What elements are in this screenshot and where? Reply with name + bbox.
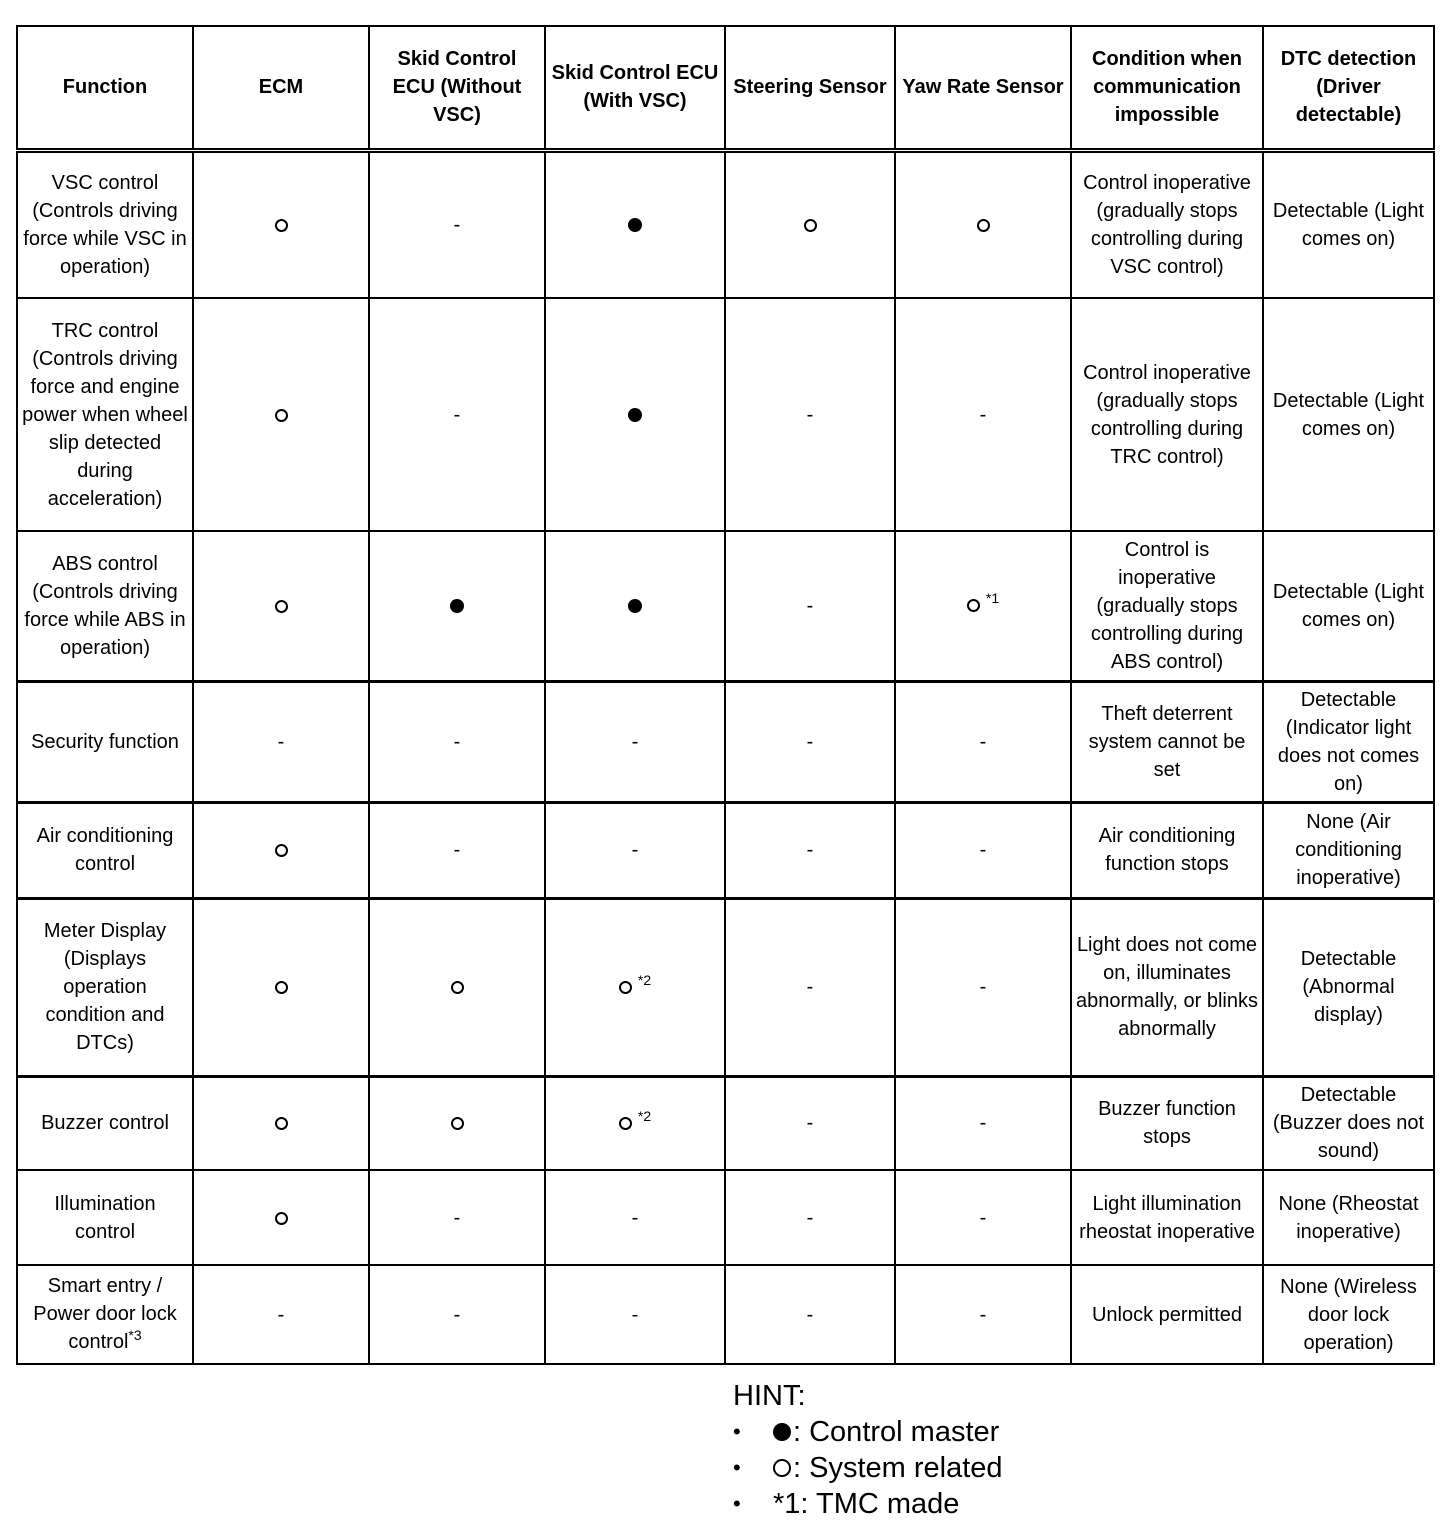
- cell-dtc: [1263, 802, 1434, 898]
- cell-dtc: [1263, 531, 1434, 681]
- hint-tmc-text: *1: TMC made: [773, 1488, 960, 1520]
- table-row: [17, 681, 1434, 802]
- dash-value: -: [453, 839, 461, 861]
- dtc-text: Detectable (Light comes on): [1272, 580, 1425, 631]
- open-circle-icon: [275, 1117, 288, 1130]
- dash-value: -: [631, 839, 639, 861]
- hint-control-master-text: : Control master: [793, 1416, 1000, 1448]
- cell-condition: [1071, 1265, 1263, 1364]
- dash-value: -: [979, 976, 987, 998]
- cell-condition: [1071, 898, 1263, 1076]
- cell-condition: [1071, 298, 1263, 531]
- dash-value: -: [979, 1206, 987, 1229]
- condition-text: Control inoperative (gradually stops controlling during VSC control): [1083, 171, 1251, 278]
- cell-skid-with-vsc: [545, 1265, 725, 1364]
- footnote-marker: *1: [985, 590, 1000, 607]
- cell-condition: [1071, 1170, 1263, 1265]
- cell-skid-with-vsc: [545, 1076, 725, 1170]
- open-circle-icon: [275, 409, 288, 422]
- cell-yaw: [895, 1265, 1071, 1364]
- header-function: Function: [17, 26, 193, 150]
- cell-ecm: [193, 150, 369, 298]
- open-circle-icon: [451, 1117, 464, 1130]
- dash-value: -: [453, 1303, 461, 1326]
- function-text: Meter Display (Displays operation condition and DTCs): [43, 920, 167, 1054]
- function-text: Buzzer control: [41, 1112, 169, 1135]
- condition-text: Light does not come on, illuminates abnormally, or blinks abnormally: [1076, 934, 1258, 1040]
- cell-condition: [1071, 531, 1263, 681]
- table-row: [17, 298, 1434, 531]
- cell-skid-without-vsc: [369, 898, 545, 1076]
- cell-skid-without-vsc: [369, 1076, 545, 1170]
- cell-ecm: [193, 298, 369, 531]
- cell-yaw: [895, 898, 1071, 1076]
- dash-value: -: [806, 1303, 814, 1326]
- header-skid-with-vsc: Skid Control ECU (With VSC): [545, 26, 725, 150]
- dtc-text: None (Wireless door lock operation): [1280, 1275, 1417, 1354]
- function-table: [16, 25, 1435, 1365]
- dtc-text: Detectable (Indicator light does not comes on): [1277, 688, 1420, 795]
- hint-item-control-master: [733, 1414, 1003, 1450]
- table-row: [17, 1170, 1434, 1265]
- filled-circle-icon: [628, 408, 642, 422]
- cell-steering: [725, 531, 895, 681]
- cell-dtc: [1263, 898, 1434, 1076]
- open-circle-icon: [967, 599, 980, 612]
- cell-dtc: [1263, 681, 1434, 802]
- footnote-marker: *2: [637, 1107, 652, 1124]
- open-circle-icon: [275, 981, 288, 994]
- cell-steering: [725, 150, 895, 298]
- table-row: [17, 898, 1434, 1076]
- header-steering-sensor: Steering Sensor: [725, 26, 895, 150]
- condition-text: Light illumination rheostat inoperative: [1079, 1192, 1255, 1243]
- cell-steering: [725, 1076, 895, 1170]
- condition-text: Control is inoperative (gradually stops controlling during ABS control): [1090, 538, 1244, 673]
- dash-value: -: [979, 1303, 987, 1326]
- dash-value: -: [453, 213, 461, 236]
- table-row: [17, 1265, 1434, 1364]
- cell-dtc: [1263, 1265, 1434, 1364]
- cell-yaw: [895, 531, 1071, 681]
- dash-value: -: [979, 403, 987, 426]
- header-skid-without-vsc: Skid Control ECU (Without VSC): [369, 26, 545, 150]
- dtc-text: Detectable (Abnormal display): [1300, 948, 1397, 1026]
- hint-item-system-related: [733, 1450, 1003, 1486]
- cell-function: [17, 898, 193, 1076]
- open-circle-icon: [275, 219, 288, 232]
- open-circle-icon: [619, 1117, 632, 1130]
- cell-function: [17, 681, 193, 802]
- cell-yaw: [895, 681, 1071, 802]
- function-text: TRC control (Controls driving force and engine power when wheel slip detected during acceleration): [22, 319, 188, 510]
- cell-dtc: [1263, 1170, 1434, 1265]
- hint-system-related-text: : System related: [793, 1452, 1003, 1484]
- open-circle-icon: [977, 219, 990, 232]
- dash-value: -: [806, 976, 814, 998]
- cell-dtc: [1263, 298, 1434, 531]
- cell-steering: [725, 1170, 895, 1265]
- function-text: Air conditioning control: [36, 825, 174, 875]
- cell-yaw: [895, 1076, 1071, 1170]
- dash-value: -: [806, 403, 814, 426]
- dtc-text: Detectable (Light comes on): [1272, 389, 1425, 440]
- open-circle-icon: [619, 981, 632, 994]
- hint-title: HINT:: [733, 1380, 806, 1412]
- cell-function: [17, 298, 193, 531]
- dash-value: -: [631, 1303, 639, 1326]
- cell-yaw: [895, 802, 1071, 898]
- cell-skid-without-vsc: [369, 298, 545, 531]
- cell-yaw: [895, 298, 1071, 531]
- cell-function: [17, 1076, 193, 1170]
- open-circle-icon: [804, 219, 817, 232]
- dash-value: -: [806, 1206, 814, 1229]
- cell-skid-without-vsc: [369, 802, 545, 898]
- cell-ecm: [193, 898, 369, 1076]
- header-condition: Condition when communication impossible: [1071, 26, 1263, 150]
- hint-item-tmc: [733, 1486, 1003, 1522]
- cell-condition: [1071, 681, 1263, 802]
- dash-value: -: [453, 730, 461, 753]
- cell-skid-without-vsc: [369, 681, 545, 802]
- bullet: •: [733, 1455, 741, 1480]
- cell-yaw: [895, 150, 1071, 298]
- cell-yaw: [895, 1170, 1071, 1265]
- table-row: [17, 531, 1434, 681]
- function-text: Security function: [31, 730, 179, 753]
- cell-ecm: [193, 681, 369, 802]
- cell-steering: [725, 898, 895, 1076]
- cell-function: [17, 150, 193, 298]
- cell-function: [17, 802, 193, 898]
- cell-skid-with-vsc: [545, 298, 725, 531]
- cell-skid-with-vsc: [545, 1170, 725, 1265]
- condition-text: Unlock permitted: [1091, 1303, 1243, 1326]
- function-text: Illumination control: [54, 1192, 156, 1243]
- function-text: ABS control (Controls driving force while ABS in operation): [24, 552, 186, 659]
- cell-ecm: [193, 531, 369, 681]
- function-text: Smart entry / Power door lock control: [33, 1275, 177, 1353]
- footnote-marker: *3: [128, 1327, 142, 1343]
- table-row: [17, 1076, 1434, 1170]
- cell-skid-with-vsc: [545, 681, 725, 802]
- cell-function: [17, 1170, 193, 1265]
- cell-steering: [725, 681, 895, 802]
- dash-value: -: [277, 1303, 285, 1326]
- cell-skid-without-vsc: [369, 1170, 545, 1265]
- cell-dtc: [1263, 1076, 1434, 1170]
- condition-text: Air conditioning function stops: [1098, 825, 1236, 875]
- dtc-text: None (Rheostat inoperative): [1278, 1192, 1419, 1243]
- dash-value: -: [277, 730, 285, 753]
- filled-circle-icon: [628, 599, 642, 613]
- cell-skid-without-vsc: [369, 1265, 545, 1364]
- dtc-text: Detectable (Buzzer does not sound): [1272, 1084, 1425, 1163]
- filled-circle-icon: [628, 218, 642, 232]
- cell-ecm: [193, 1265, 369, 1364]
- dtc-text: Detectable (Light comes on): [1272, 199, 1425, 250]
- bullet: •: [733, 1491, 741, 1516]
- header-yaw-rate-sensor: Yaw Rate Sensor: [895, 26, 1071, 150]
- dash-value: -: [806, 839, 814, 861]
- cell-skid-with-vsc: [545, 531, 725, 681]
- dash-value: -: [453, 1206, 461, 1229]
- dash-value: -: [979, 1112, 987, 1135]
- cell-skid-with-vsc: [545, 802, 725, 898]
- dash-value: -: [979, 839, 987, 861]
- open-circle-icon: [451, 981, 464, 994]
- cell-ecm: [193, 1170, 369, 1265]
- cell-skid-with-vsc: [545, 150, 725, 298]
- table-row: [17, 802, 1434, 898]
- cell-steering: [725, 1265, 895, 1364]
- open-circle-icon: [275, 600, 288, 613]
- dash-value: -: [631, 730, 639, 753]
- cell-function: [17, 531, 193, 681]
- table-row: [17, 150, 1434, 298]
- header-ecm: ECM: [193, 26, 369, 150]
- hint-legend: [733, 1378, 1003, 1522]
- cell-function: [17, 1265, 193, 1364]
- header-row: [17, 26, 1434, 150]
- dash-value: -: [806, 730, 814, 753]
- dash-value: -: [631, 1206, 639, 1229]
- cell-condition: [1071, 1076, 1263, 1170]
- cell-dtc: [1263, 150, 1434, 298]
- condition-text: Control inoperative (gradually stops controlling during TRC control): [1083, 361, 1251, 468]
- dash-value: -: [453, 403, 461, 426]
- dash-value: -: [806, 594, 814, 617]
- cell-condition: [1071, 150, 1263, 298]
- bullet: •: [733, 1419, 741, 1444]
- open-circle-icon: [773, 1459, 791, 1477]
- cell-steering: [725, 802, 895, 898]
- cell-steering: [725, 298, 895, 531]
- cell-skid-without-vsc: [369, 150, 545, 298]
- open-circle-icon: [275, 844, 288, 857]
- cell-condition: [1071, 802, 1263, 898]
- header-dtc-detection: DTC detection (Driver detectable): [1263, 26, 1434, 150]
- dash-value: -: [806, 1112, 814, 1135]
- condition-text: Buzzer function stops: [1098, 1098, 1236, 1149]
- cell-skid-with-vsc: [545, 898, 725, 1076]
- dtc-text: None (Air conditioning inoperative): [1295, 811, 1402, 889]
- open-circle-icon: [275, 1212, 288, 1225]
- cell-ecm: [193, 1076, 369, 1170]
- filled-circle-icon: [773, 1423, 791, 1441]
- condition-text: Theft deterrent system cannot be set: [1088, 702, 1246, 781]
- filled-circle-icon: [450, 599, 464, 613]
- cell-ecm: [193, 802, 369, 898]
- dash-value: -: [979, 730, 987, 753]
- function-text: VSC control (Controls driving force while VSC in operation): [23, 171, 187, 278]
- footnote-marker: *2: [637, 971, 652, 988]
- cell-skid-without-vsc: [369, 531, 545, 681]
